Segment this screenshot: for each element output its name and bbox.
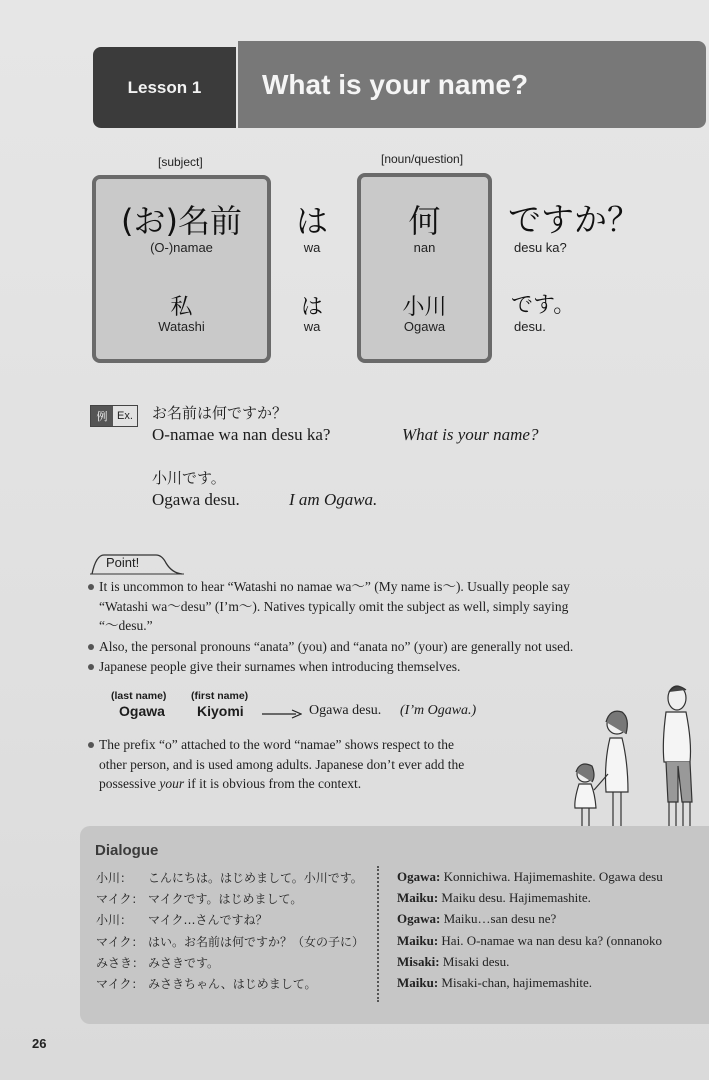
example-question-en: What is your name? (402, 425, 539, 444)
dialogue-jp-line (96, 869, 363, 886)
point-bullet-1 (88, 577, 570, 636)
noun-question-tag: [noun/question] (381, 152, 464, 166)
point-bullet-4-line-3c: if it is obvious from the context. (184, 776, 362, 791)
dialogue-jp-speaker: みさき： (96, 956, 145, 970)
dialogue-en-speaker: Misaki: (397, 954, 440, 969)
dialogue-en-speaker: Maiku: (397, 933, 439, 948)
dialogue-jp-line (96, 933, 364, 950)
dialogue-jp-speaker: マイク： (96, 977, 144, 991)
subject-tag: [subject] (158, 155, 203, 169)
point-bullet-1-line-3: “～desu.” (99, 618, 153, 633)
point-bullet-4-line-3b: your (159, 776, 185, 791)
dialogue-jp-text: こんにちは。はじめまして。小川です。 (148, 871, 363, 885)
bullet-dot (88, 742, 94, 748)
ending-jp-1: ですか？ (508, 200, 640, 239)
example-answer-jp: 小川です。 (152, 469, 226, 487)
dialogue-jp-speaker: 小川： (96, 913, 133, 927)
arrow-right-icon (262, 709, 302, 719)
point-bullet-3-text: Japanese people give their surnames when introducing themselves. (99, 659, 461, 674)
dialogue-en-line (397, 933, 662, 949)
dialogue-jp-line (96, 975, 316, 992)
dialogue-en-line (397, 911, 556, 927)
point-tab (90, 553, 184, 575)
first-name: Kiyomi (197, 703, 244, 719)
first-name-tag: (first name) (191, 690, 249, 702)
subject-romaji-2: Watashi (158, 319, 205, 334)
dialogue-en-speaker: Ogawa: (397, 911, 441, 926)
dialogue-title: Dialogue (95, 842, 159, 859)
point-bullet-2-text: Also, the personal pronouns “anata” (you) and “anata no” (your) are generally not used. (99, 639, 574, 654)
noun-jp-2: 小川 (402, 295, 447, 320)
dialogue-en-line (397, 954, 509, 970)
point-bullet-1-line-2: “Watashi wa～desu” (I’m～). Natives typically omit the subject as well, simply saying (99, 598, 569, 614)
bullet-dot (88, 664, 94, 670)
bullet-dot (88, 644, 94, 650)
last-name: Ogawa (119, 703, 165, 719)
example-icon-kanji: 例 (91, 406, 113, 426)
lesson-title-box (238, 41, 706, 128)
subject-romaji-1: (O-)namae (150, 240, 213, 255)
noun-romaji-1: nan (413, 240, 436, 255)
dialogue-en-text: Maiku desu. Hajimemashite. (441, 890, 591, 905)
point-bullet-4-line-1: The prefix “o” attached to the word “namae” shows respect to the (99, 737, 454, 752)
point-bullet-1-line-1: It is uncommon to hear “Watashi no namae wa～” (My name is～). Usually people say (99, 579, 570, 594)
example-answer-en: I am Ogawa. (289, 490, 378, 509)
particle-jp-1: は (295, 202, 328, 240)
dialogue-en-text: Misaki-chan, hajimemashite. (441, 975, 592, 990)
subject-jp-2: 私 (170, 295, 193, 320)
page-number: 26 (32, 1036, 47, 1051)
subject-jp-1: (お)名前 (121, 202, 242, 240)
dialogue-jp-text: マイク…さんですね？ (148, 913, 268, 927)
dialogue-jp-text: みさきです。 (148, 956, 220, 970)
particle-jp-2: は (300, 295, 323, 320)
dialogue-separator (377, 866, 379, 1002)
dialogue-en-text: Misaki desu. (442, 954, 510, 969)
example-question-jp: お名前は何ですか？ (152, 404, 288, 422)
dialogue-jp-speaker: 小川： (96, 871, 133, 885)
point-label: Point! (106, 555, 140, 570)
dialogue-en-line (397, 975, 592, 991)
dialogue-jp-text: みさきちゃん、はじめまして。 (148, 977, 317, 991)
dialogue-jp-line (96, 954, 219, 971)
noun-romaji-2: Ogawa (403, 319, 446, 334)
ending-romaji-2: desu. (514, 319, 546, 334)
point-bullet-3 (88, 657, 460, 677)
ending-romaji-1: desu ka? (514, 240, 567, 255)
name-result: Ogawa desu. (309, 703, 382, 718)
dialogue-en-line (397, 869, 663, 885)
dialogue-jp-text: はい。お名前は何ですか？（女の子に） (148, 935, 365, 949)
dialogue-jp-line (96, 911, 268, 928)
dialogue-jp-speaker: マイク： (96, 935, 144, 949)
dialogue-en-text: Maiku…san desu ne? (443, 911, 557, 926)
dialogue-jp-text: マイクです。はじめまして。 (148, 892, 303, 906)
example-question-romaji: O-namae wa nan desu ka? (152, 425, 331, 444)
point-bullet-4-line-3a: possessive (99, 776, 160, 791)
dialogue-en-speaker: Ogawa: (397, 869, 441, 884)
lesson-label: Lesson 1 (127, 77, 202, 97)
lesson-label-box (93, 47, 236, 128)
point-bullet-4 (88, 735, 464, 794)
point-bullet-4-line-2: other person, and is used among adults. Japanese don’t ever add the (99, 756, 465, 772)
noun-jp-1: 何 (408, 202, 441, 240)
example-answer-romaji: Ogawa desu. (152, 490, 240, 509)
lesson-title: What is your name? (262, 68, 529, 100)
dialogue-en-speaker: Maiku: (397, 890, 439, 905)
name-result-en: (I’m Ogawa.) (400, 703, 477, 718)
family-illustration (566, 682, 706, 842)
dialogue-en-text: Konnichiwa. Hajimemashite. Ogawa desu (443, 869, 663, 884)
point-bullet-2 (88, 637, 573, 657)
example-icon-label: Ex. (117, 410, 133, 422)
last-name-tag: (last name) (111, 690, 167, 702)
dialogue-jp-line (96, 890, 302, 907)
dialogue-en-text: Hai. O-namae wa nan desu ka? (onnanoko (441, 933, 662, 948)
particle-romaji-1: wa (303, 240, 321, 255)
example-icon (90, 405, 138, 427)
particle-romaji-2: wa (303, 319, 321, 334)
bullet-dot (88, 584, 94, 590)
dialogue-en-line (397, 890, 591, 906)
ending-jp-2: です。 (511, 293, 576, 318)
dialogue-jp-speaker: マイク： (96, 892, 144, 906)
dialogue-en-speaker: Maiku: (397, 975, 439, 990)
